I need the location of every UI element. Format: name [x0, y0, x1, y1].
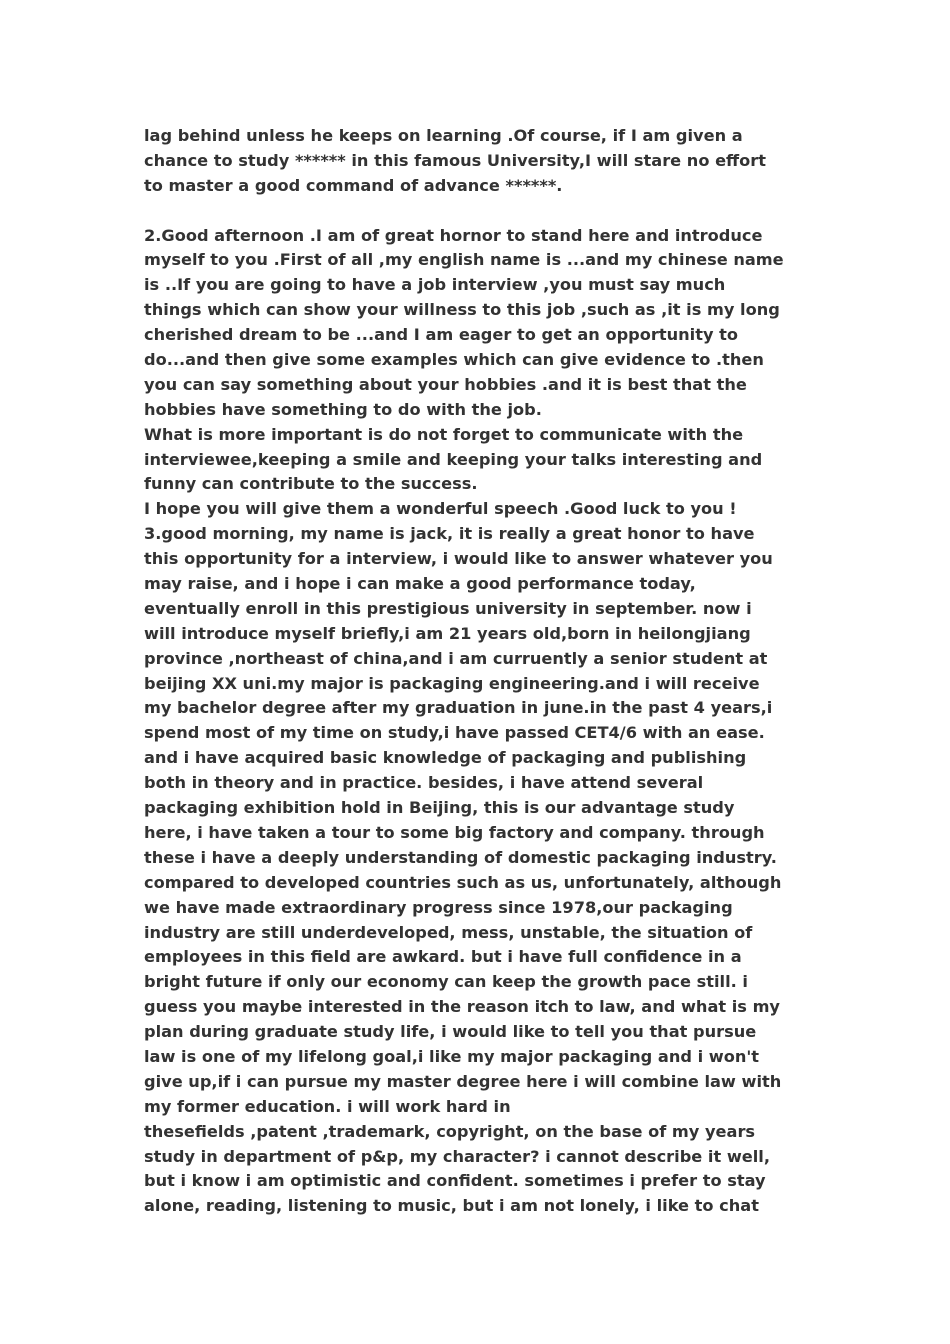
text-line: these i have a deeply understanding of domestic packaging industry. [144, 847, 777, 867]
text-line: my former education. i will work hard in [144, 1096, 511, 1116]
text-line: province ,northeast of china,and i am curruently a senior student at [144, 648, 768, 668]
text-line: study in department of p&p, my character? i cannot describe it well, [144, 1146, 771, 1166]
text-line: give up,if i can pursue my master degree here i will combine law with [144, 1071, 782, 1091]
text-line: but i know i am optimistic and confident. sometimes i prefer to stay [144, 1171, 766, 1191]
text-line: will introduce myself briefly,i am 21 years old,born in heilongjiang [144, 623, 751, 643]
text-line: 3.good morning, my name is jack, it is really a great honor to have [144, 524, 755, 544]
text-line: compared to developed countries such as us, unfortunately, although [144, 872, 782, 892]
text-line: industry are still underdeveloped, mess, unstable, the situation of [144, 922, 753, 942]
text-line: lag behind unless he keeps on learning .Of course, if I am given a [144, 126, 743, 145]
text-line: alone, reading, listening to music, but i am not lonely, i like to chat [144, 1196, 759, 1216]
text-line: we have made extraordinary progress since 1978,our packaging [144, 897, 733, 917]
text-line: plan during graduate study life, i would like to tell you that pursue [144, 1022, 757, 1042]
text-line: funny can contribute to the success. [144, 474, 478, 494]
text-line: both in theory and in practice. besides, i have attend several [144, 773, 704, 793]
text-line: here, i have taken a tour to some big factory and company. through [144, 822, 765, 842]
text-line: packaging exhibition hold in Beijing, this is our advantage study [144, 798, 735, 818]
text-line: hobbies have something to do with the job. [144, 399, 542, 419]
text-line: guess you maybe interested in the reason itch to law, and what is my [144, 997, 780, 1017]
text-line: employees in this field are awkard. but i have full confidence in a [144, 947, 742, 967]
text-line: may raise, and i hope i can make a good performance today, [144, 574, 696, 594]
text-line: myself to you .First of all ,my english name is ...and my chinese name [144, 250, 784, 270]
text-line: eventually enroll in this prestigious university in september. now i [144, 598, 752, 618]
text-line: spend most of my time on study,i have passed CET4/6 with an ease. [144, 723, 765, 743]
text-line: things which can show your willness to this job ,such as ,it is my long [144, 300, 780, 320]
text-line: you can say something about your hobbies .and it is best that the [144, 374, 747, 394]
text-line: my bachelor degree after my graduation in june.in the past 4 years,i [144, 698, 773, 718]
paragraph-gap [144, 199, 824, 224]
text-line: thesefields ,patent ,trademark, copyright, on the base of my years [144, 1121, 756, 1141]
text-line: chance to study ****** in this famous University,I will stare no effort [144, 150, 767, 170]
text-line: beijing XX uni.my major is packaging engineering.and i will receive [144, 673, 760, 693]
text-line: and i have acquired basic knowledge of packaging and publishing [144, 748, 747, 768]
text-line: I hope you will give them a wonderful speech .Good luck to you ! [144, 499, 737, 519]
text-line: What is more important is do not forget to communicate with the [144, 424, 744, 444]
document-body-text [144, 124, 824, 1219]
text-line: law is one of my lifelong goal,i like my major packaging and i won't [144, 1046, 760, 1066]
text-line: this opportunity for a interview, i would like to answer whatever you [144, 549, 773, 569]
text-line: is ..If you are going to have a job interview ,you must say much [144, 275, 726, 295]
text-line: to master a good command of advance ******. [144, 175, 563, 195]
text-line: bright future if only our economy can keep the growth pace still. i [144, 972, 748, 992]
text-line: 2.Good afternoon .I am of great hornor to stand here and introduce [144, 225, 763, 245]
text-line: interviewee,keeping a smile and keeping your talks interesting and [144, 449, 763, 469]
text-line: do...and then give some examples which can give evidence to .then [144, 350, 764, 370]
text-line: cherished dream to be ...and I am eager to get an opportunity to [144, 325, 738, 345]
